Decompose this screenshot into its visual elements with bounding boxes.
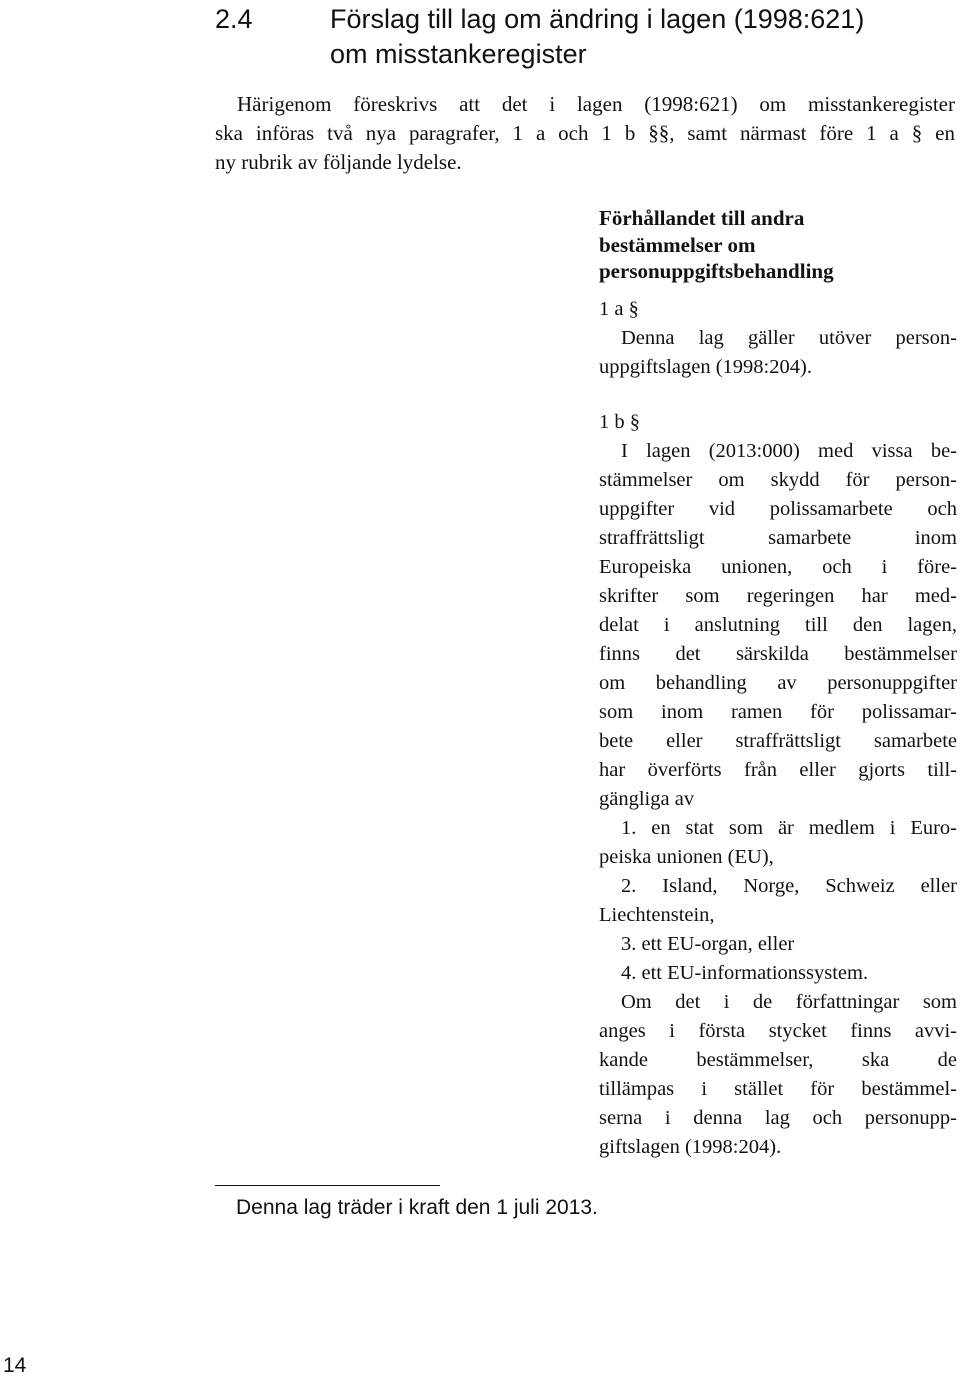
subheading-line: personuppgiftsbehandling bbox=[599, 259, 834, 283]
section-heading bbox=[215, 2, 945, 72]
paragraph-line: om behandling av personuppgifter bbox=[599, 672, 957, 694]
list-item-continuation: Liechtenstein, bbox=[599, 904, 715, 926]
section-title-line: om misstankeregister bbox=[330, 39, 587, 69]
paragraph-line: I lagen (2013:000) med vissa be- bbox=[621, 440, 957, 462]
intro-line: Härigenom föreskrivs att det i lagen (1998:621) om misstankeregister bbox=[237, 92, 955, 116]
section-title bbox=[330, 2, 945, 72]
paragraph-line: stämmelser om skydd för person- bbox=[599, 469, 957, 491]
subheading-line: bestämmelser om bbox=[599, 232, 756, 257]
paragraph-line: uppgifter vid polissamarbete och bbox=[599, 498, 957, 520]
paragraph-label: 1 a § bbox=[599, 298, 639, 320]
intro-line: ny rubrik av följande lydelse. bbox=[215, 150, 462, 174]
list-item: 3. ett EU-organ, eller bbox=[621, 933, 795, 955]
paragraph-line: uppgiftslagen (1998:204). bbox=[599, 356, 812, 378]
list-item: 4. ett EU-informationssystem. bbox=[621, 962, 869, 984]
paragraph-line: delat i anslutning till den lagen, bbox=[599, 614, 957, 636]
intro-line: ska införas två nya paragrafer, 1 a och 1 b §§, samt närmast före 1 a § en bbox=[215, 121, 955, 145]
paragraph-line: kande bestämmelser, ska de bbox=[599, 1049, 957, 1071]
paragraph-line: Europeiska unionen, och i före- bbox=[599, 556, 957, 578]
paragraph-line: Om det i de författningar som bbox=[621, 991, 957, 1013]
subheading bbox=[599, 205, 957, 285]
paragraph-line: gängliga av bbox=[599, 788, 695, 810]
paragraph-line: anges i första stycket finns avvi- bbox=[599, 1020, 957, 1042]
list-item-continuation: peiska unionen (EU), bbox=[599, 846, 774, 868]
paragraph-line: skrifter som regeringen har med- bbox=[599, 585, 957, 607]
section-title-line: Förslag till lag om ändring i lagen (1998:621) bbox=[330, 4, 865, 34]
paragraph-line: giftslagen (1998:204). bbox=[599, 1136, 782, 1158]
subheading-line: Förhållandet till andra bbox=[599, 206, 805, 230]
paragraph-1a bbox=[599, 295, 957, 382]
footnote-divider bbox=[215, 1185, 440, 1186]
paragraph-line: straffrättsligt samarbete inom bbox=[599, 527, 957, 549]
list-item: 1. en stat som är medlem i Euro- bbox=[621, 817, 957, 839]
intro-paragraph bbox=[215, 90, 955, 177]
paragraph-line: tillämpas i stället för bestämmel- bbox=[599, 1078, 957, 1100]
paragraph-1b bbox=[599, 408, 957, 1162]
page-number: 14 bbox=[3, 1354, 27, 1377]
paragraph-line: har överförts från eller gjorts till- bbox=[599, 759, 957, 781]
paragraph-line: Denna lag gäller utöver person- bbox=[621, 327, 957, 349]
paragraph-line: bete eller straffrättsligt samarbete bbox=[599, 730, 957, 752]
paragraph-line: som inom ramen för polissamar- bbox=[599, 701, 957, 723]
paragraph-line: serna i denna lag och personupp- bbox=[599, 1107, 957, 1129]
paragraph-line: finns det särskilda bestämmelser bbox=[599, 643, 957, 665]
paragraph-label: 1 b § bbox=[599, 411, 640, 433]
list-item: 2. Island, Norge, Schweiz eller bbox=[621, 875, 957, 897]
section-number: 2.4 bbox=[215, 4, 253, 34]
footnote: Denna lag träder i kraft den 1 juli 2013. bbox=[236, 1196, 598, 1219]
